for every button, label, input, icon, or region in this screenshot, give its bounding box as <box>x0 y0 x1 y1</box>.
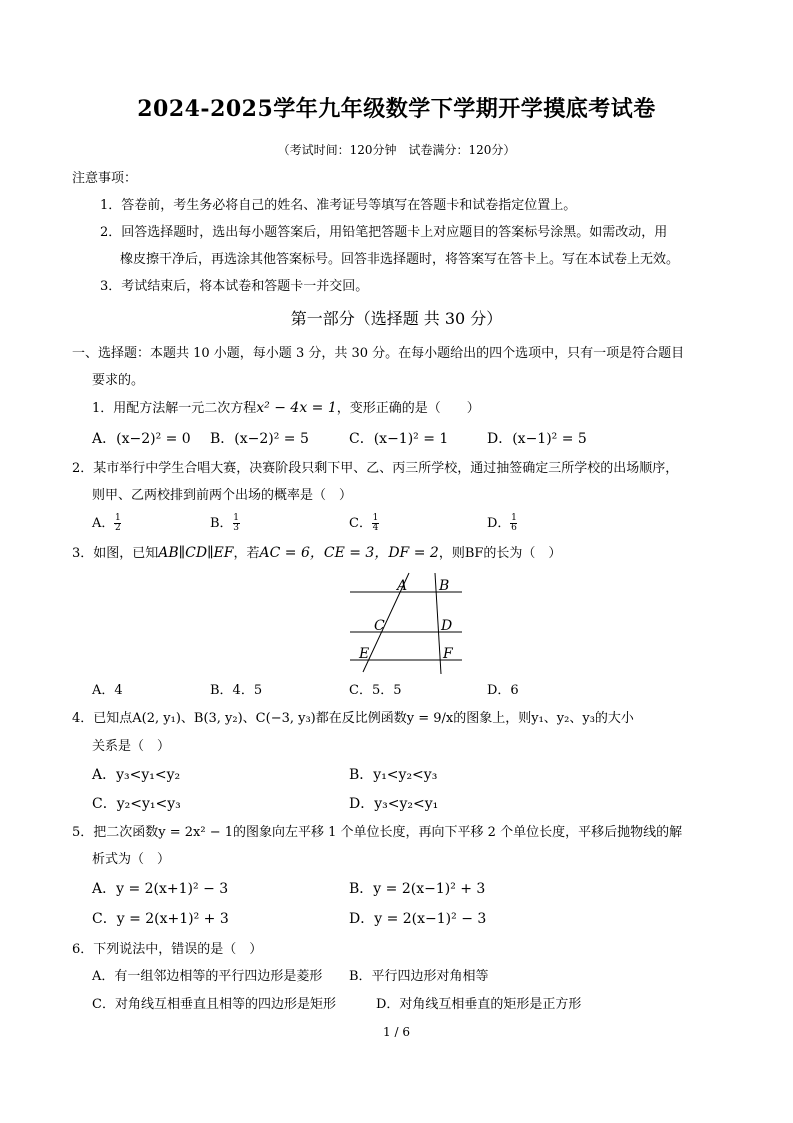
notes-heading: 注意事项： <box>72 171 138 186</box>
q4-stem-line-1: 4．已知点A(2, y₁)、B(3, y₂)、C(−3, y₃)都在反比例函数y = 9/x的图象上，则y₁、y₂、y₃的大小 <box>72 711 634 726</box>
exam-title: 2024-2025学年九年级数学下学期开学摸底考试卷 <box>137 96 656 122</box>
q3-stem <box>72 546 561 560</box>
q1-option-c: C．(x−1)² = 1 <box>349 431 449 447</box>
q3-option-c: C．5．5 <box>349 683 402 698</box>
q4-option-b: B．y₁<y₂<y₃ <box>349 767 438 783</box>
q1-option-b: B．(x−2)² = 5 <box>210 431 309 447</box>
q2-a-num: 1 <box>115 513 121 523</box>
q2-c-label: C． <box>349 516 372 531</box>
q1-equation: x² − 4x = 1 <box>256 400 337 416</box>
q2-a-den: 2 <box>115 523 121 533</box>
q2-c-num: 1 <box>372 513 379 523</box>
q2-option-b <box>210 514 240 533</box>
q5-option-a: A．y = 2(x+1)² − 3 <box>92 881 229 897</box>
label-c: C <box>374 618 385 634</box>
exam-subtitle: （考试时间：120分钟 试卷满分：120分） <box>277 143 516 157</box>
q2-a-fraction <box>114 514 121 533</box>
q6-option-b: B．平行四边形对角相等 <box>349 969 489 984</box>
note-3: 3．考试结束后，将本试卷和答题卡一并交回。 <box>100 279 369 294</box>
q6-stem: 6．下列说法中，错误的是（ ） <box>72 942 263 957</box>
q2-option-c <box>349 514 379 533</box>
q3-option-a: A．4 <box>92 683 123 698</box>
label-f: F <box>443 646 453 662</box>
q1-stem <box>92 401 480 415</box>
q3-values: AC = 6，CE = 3，DF = 2 <box>259 545 439 561</box>
q2-d-num: 1 <box>511 513 517 523</box>
q3-option-d: D．6 <box>487 683 519 698</box>
q6-option-c: C．对角线互相垂直且相等的四边形是矩形 <box>92 997 336 1012</box>
q6-option-a: A．有一组邻边相等的平行四边形是菱形 <box>92 969 323 984</box>
q2-b-num: 1 <box>233 513 239 523</box>
q3-option-b: B．4．5 <box>210 683 263 698</box>
q3-parallel: AB∥CD∥EF <box>158 545 234 561</box>
section-heading: 第一部分（选择题 共 30 分） <box>290 309 503 328</box>
note-2-line-2: 橡皮擦干净后，再选涂其他答案标号。回答非选择题时，将答案写在答卡上。写在本试卷上无效。 <box>120 252 680 267</box>
q2-stem-line-2: 则甲、乙两校排到前两个出场的概率是（ ） <box>92 488 353 503</box>
q3-stem-pre: 3．如图，已知 <box>72 546 159 561</box>
q2-c-fraction <box>372 514 379 533</box>
q2-b-label: B． <box>210 516 233 531</box>
q4-stem-line-2: 关系是（ ） <box>92 739 171 754</box>
q1-stem-pre: 1．用配方法解一元二次方程 <box>92 401 257 416</box>
page-number: 1 / 6 <box>383 1025 410 1039</box>
note-2-line-1: 2．回答选择题时，选出每小题答案后，用铅笔把答题卡上对应题目的答案标号涂黑。如需改动，用 <box>100 225 668 240</box>
q3-stem-post: ，则BF的长为（ ） <box>438 546 562 561</box>
q2-stem-line-1: 2．某市举行中学生合唱大赛，决赛阶段只剩下甲、乙、丙三所学校，通过抽签确定三所学校的出场顺序， <box>72 461 679 476</box>
q2-a-label: A． <box>92 516 115 531</box>
note-1: 1．答卷前，考生务必将自己的姓名、准考证号等填写在答题卡和试卷指定位置上。 <box>100 198 577 213</box>
q1-option-d: D．(x−1)² = 5 <box>487 431 587 447</box>
q5-option-c: C．y = 2(x+1)² + 3 <box>92 911 229 927</box>
label-e: E <box>359 646 370 662</box>
q5-stem-line-2: 析式为（ ） <box>92 852 171 867</box>
q2-d-den: 6 <box>511 523 517 533</box>
q5-option-b: B．y = 2(x−1)² + 3 <box>349 881 486 897</box>
q4-option-d: D．y₃<y₂<y₁ <box>349 796 439 812</box>
q1-stem-post: ，变形正确的是（ ） <box>336 401 480 416</box>
q2-b-fraction <box>233 514 240 533</box>
q4-option-c: C．y₂<y₁<y₃ <box>92 796 181 812</box>
q5-stem-line-1: 5．把二次函数y = 2x² − 1的图象向左平移 1 个单位长度，再向下平移 2 个单位长度，平移后抛物线的解 <box>72 825 683 840</box>
label-d: D <box>441 618 453 634</box>
q2-c-den: 4 <box>372 523 379 533</box>
label-a: A <box>397 578 408 594</box>
q6-option-d: D．对角线互相垂直的矩形是正方形 <box>376 997 582 1012</box>
q2-option-a <box>92 514 121 533</box>
q4-option-a: A．y₃<y₁<y₂ <box>92 767 181 783</box>
q2-d-label: D． <box>487 516 511 531</box>
label-b: B <box>439 578 450 594</box>
q2-option-d <box>487 514 517 533</box>
q5-option-d: D．y = 2(x−1)² − 3 <box>349 911 487 927</box>
q3-figure <box>345 570 470 682</box>
q1-option-a: A．(x−2)² = 0 <box>92 431 191 447</box>
q3-stem-mid: ，若 <box>233 546 260 561</box>
q2-d-fraction <box>510 514 517 533</box>
part1-intro-line-2: 要求的。 <box>92 373 145 388</box>
part1-intro-line-1: 一、选择题：本题共 10 小题，每小题 3 分，共 30 分。在每小题给出的四个选项中，只有一项是符合题目 <box>72 346 685 361</box>
q2-b-den: 3 <box>233 523 239 533</box>
